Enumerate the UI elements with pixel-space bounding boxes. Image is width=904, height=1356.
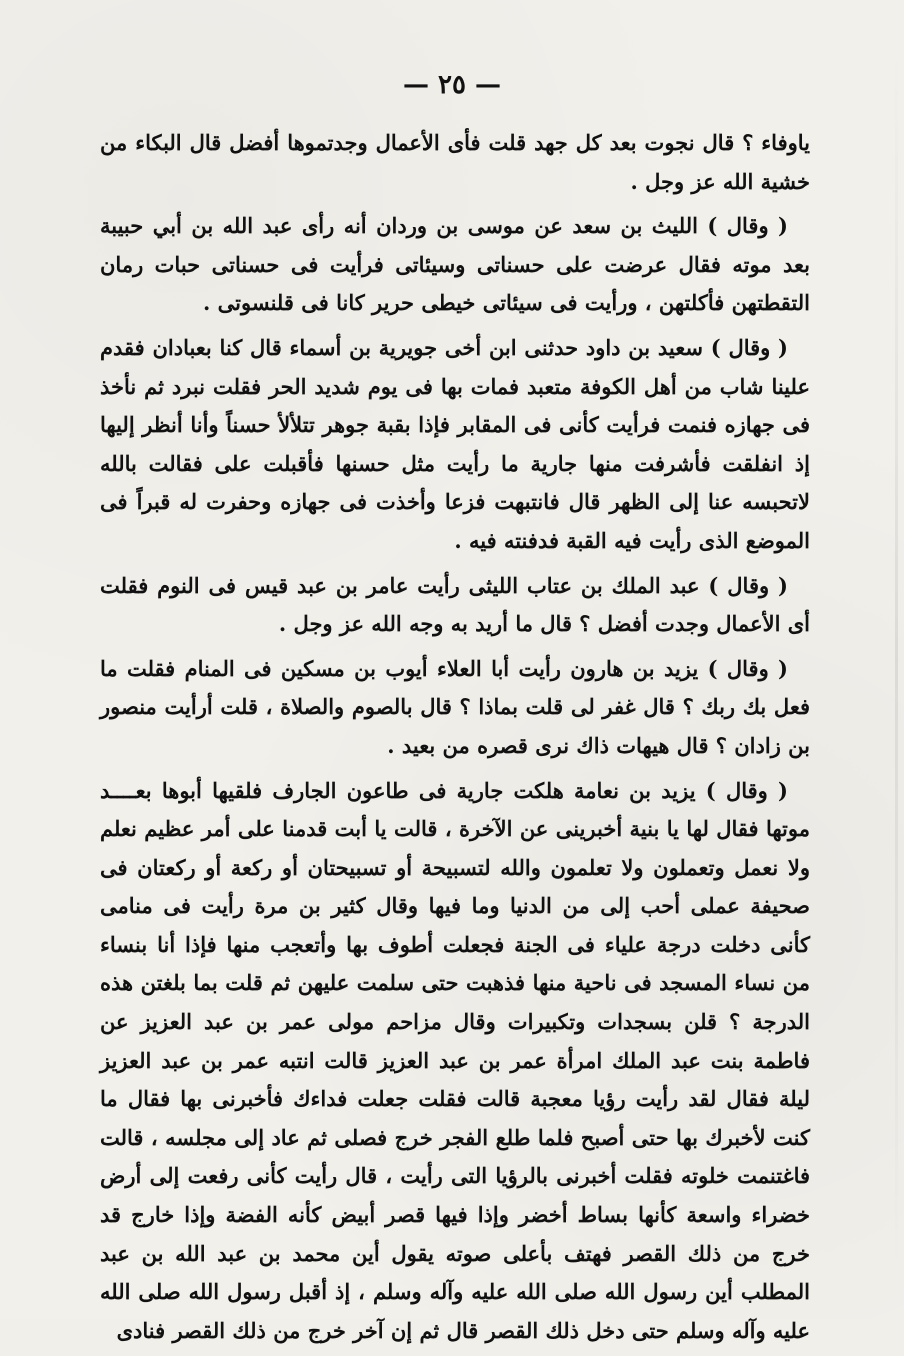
paragraph-2: ( وقال ) الليث بن سعد عن موسى بن وردان أنه رأى عبد الله بن أبي حبيبة بعد موته فقال عرضت على حسناتى وسيئاتى فرأيت فى حسناتى حبات رمان التقطتهن فأكلتهن ، ورأيت فى سيئاتى خيطى حرير كانا فى قلنسوتى . [100,213,810,316]
paragraph-5: ( وقال ) يزيد بن هارون رأيت أبا العلاء أيوب بن مسكين فى المنام فقلت ما فعل بك ربك ؟ قال غفر لى قلت بماذا ؟ قال بالصوم والصلاة ، قلت أرأيت منصور بن زادان ؟ قال هيهات ذاك نرى قصره من بعيد . [100,655,810,758]
page-edge-shadow [895,40,898,1280]
body-text [100,124,810,1356]
paragraph-4: ( وقال ) عبد الملك بن عتاب الليثى رأيت عامر بن عبد قيس فى النوم فقلت أى الأعمال وجدت أفضل ؟ قال ما أريد به وجه الله عز وجل . [100,572,810,637]
paragraph-3: ( وقال ) سعيد بن داود حدثنى ابن أخى جويرية بن أسماء قال كنا بعبادان فقدم علينا شاب من أهل الكوفة متعبد فمات بها فى يوم شديد الحر فقلت نبرد ثم نأخذ فى جهازه فنمت فرأيت كأنى فى المقابر فإذا بقبة جوهر تتلألأ حسناً وأنا أنظر إليها إذ انفلقت فأشرفت منها جارية ما رأيت مثل حسنها فأقبلت على فقالت بالله لاتحبسه عنا إلى الظهر قال فانتبهت فزعا وأخذت فى جهازه وحفرت له قبراً فى الموضع الذى رأيت فيه القبة فدفنته فيه . [100,334,811,553]
paragraph-6: ( وقال ) يزيد بن نعامة هلكت جارية فى طاعون الجارف فلقيها أبوها بعــــد موتها فقال لها يا بنية أخبرينى عن الآخرة ، قالت يا أبت قدمنا على أمر عظيم نعلم ولا نعمل وتعملون ولا تعلمون والله لتسبيحة أو تسبيحتان أو ركعة أو ركعتان فى صحيفة عملى أحب إلى من الدنيا وما فيها وقال كثير بن مرة رأيت فى منامى كأنى دخلت درجة علياء فى الجنة فجعلت أطوف بها وأتعجب منها فإذا أنا بنساء من نساء المسجد فى ناحية منها فذهبت حتى سلمت عليهن ثم قلت بما بلغتن هذه الدرجة ؟ قلن بسجدات وتكبيرات وقال مزاحم مولى عمر بن عبد العزيز عن فاطمة بنت عبد الملك امرأة عمر بن عبد العزيز قالت انتبه عمر بن عبد العزيز ليلة فقال لقد رأيت رؤيا معجبة قالت فقلت جعلت فداءك فأخبرنى بها فقال ما كنت لأخبرك بها حتى أصبح فلما طلع الفجر خرج فصلى ثم عاد إلى مجلسه ، قالت فاغتنمت خلوته فقلت أخبرنى بالرؤيا التى رأيت ، قال رأيت كأنى رفعت إلى أرض خضراء واسعة كأنها بساط أخضر وإذا فيها قصر أبيض كأنه الفضة وإذا خارج قد خرج من ذلك القصر فهتف بأعلى صوته يقول أين محمد بن عبد الله بن عبد المطلب أين رسول الله صلى الله عليه وآله وسلم ، إذ أقبل رسول الله صلى الله عليه وآله وسلم حتى دخل ذلك القصر قال ثم إن آخر خرج من ذلك القصر فنادى [100,777,810,1343]
page-number: — ٢٥ — [402,70,502,100]
paragraph-1: ياوفاء ؟ قال نجوت بعد كل جهد قلت فأى الأعمال وجدتموها أفضل قال البكاء من خشية الله عز وجل . [100,130,810,194]
